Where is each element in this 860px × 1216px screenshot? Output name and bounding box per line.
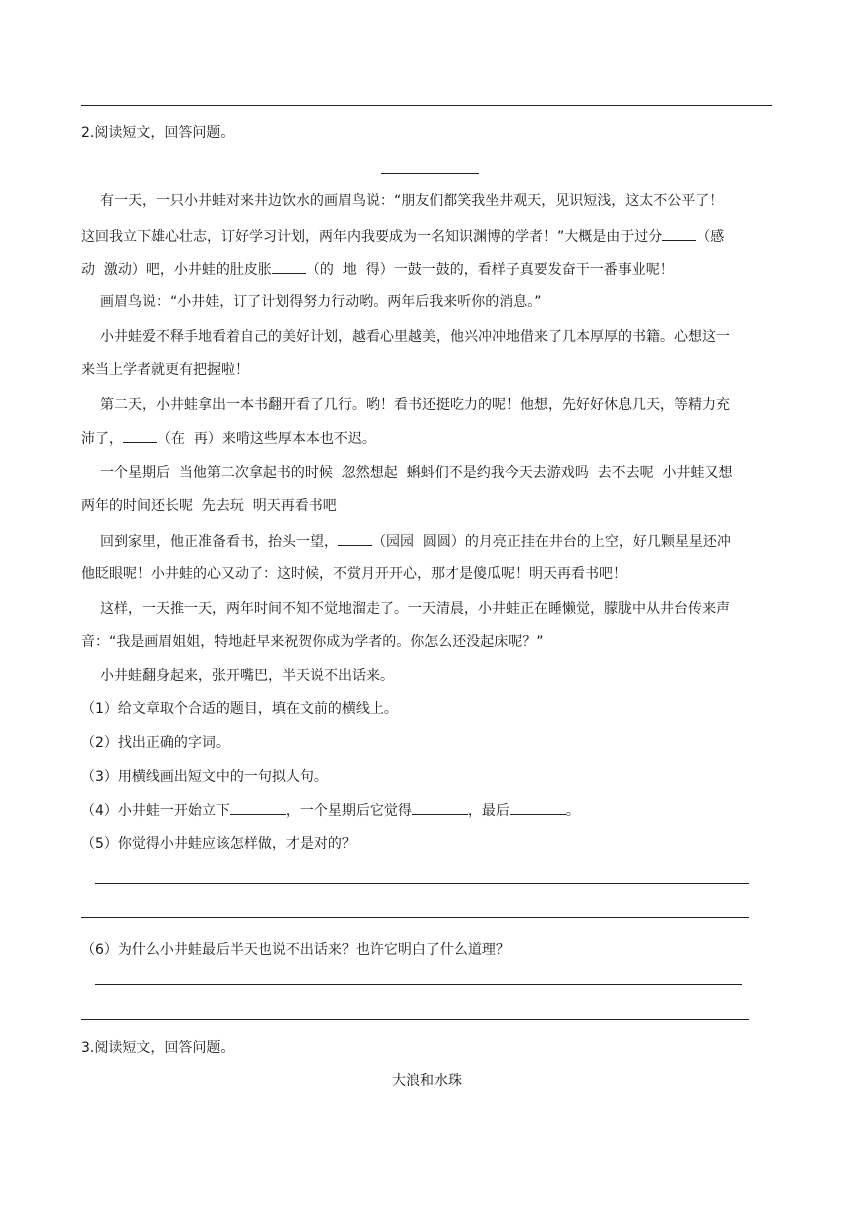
p6-line1-hint: （园园 圆圆）的月亮正挂在井台的上空，好几颗星星还冲 xyxy=(372,534,731,550)
answer-line-5b[interactable] xyxy=(81,917,749,918)
p6-line1-text: 回到家里，他正准备看书，抬头一望， xyxy=(100,534,338,550)
sub4-text-c: ，最后 xyxy=(467,803,510,819)
p7-line2: 音：“我是画眉姐姐，特地赶早来祝贺你成为学者的。你怎么还没起床呢？” xyxy=(81,634,544,650)
blank-de[interactable] xyxy=(272,259,306,274)
sub-question-2: （2）找出正确的字词。 xyxy=(81,735,230,751)
title-blank-line xyxy=(381,173,479,174)
p1-line2-text: 这回我立下雄心壮志，订好学习计划，两年内我要成为一名知识渊博的学者！”大概是由于过分 xyxy=(81,229,663,245)
answer-line-5a[interactable] xyxy=(95,883,749,884)
q3-title: 大浪和水珠 xyxy=(392,1073,462,1089)
p4-line1: 第二天，小井蛙拿出一本书翻开看了几行。哟！看书还挺吃力的呢！他想，先好好休息几天，等精力充 xyxy=(100,397,730,413)
q3-header: 3.阅读短文，回答问题。 xyxy=(81,1040,235,1056)
sub-question-4 xyxy=(81,800,580,821)
p8-line: 小井蛙翻身起来，张开嘴巴，半天说不出话来。 xyxy=(100,668,394,684)
p4-line2 xyxy=(81,428,376,449)
sub-question-3: （3）用横线画出短文中的一句拟人句。 xyxy=(81,769,328,785)
blank-sub4-1[interactable] xyxy=(230,800,286,815)
p6-line2: 他眨眼呢！小井蛙的心又动了：这时候，不赏月开开心，那才是傻瓜呢！明天再看书吧！ xyxy=(81,566,627,582)
p3-line2: 来当上学者就更有把握啦！ xyxy=(81,362,249,378)
blank-yuanyuan[interactable] xyxy=(338,531,372,546)
sub-question-5: （5）你觉得小井蛙应该怎样做，才是对的？ xyxy=(81,836,356,852)
p2-line: 画眉鸟说：“小井娃，订了计划得努力行动哟。两年后我来听你的消息。” xyxy=(100,294,542,310)
q2-header: 2.阅读短文，回答问题。 xyxy=(81,125,235,141)
blank-sub4-2[interactable] xyxy=(412,800,468,815)
answer-line-6a[interactable] xyxy=(95,984,742,985)
blank-ganjidong[interactable] xyxy=(662,226,696,241)
p1-line2-hint: （感 xyxy=(696,229,725,245)
sub4-text-b: ，一个星期后它觉得 xyxy=(285,803,412,819)
p1-line3-hint: （的 地 得）一鼓一鼓的，看样子真要发奋干一番事业呢！ xyxy=(305,262,674,278)
p3-line1: 小井蛙爱不释手地看着自己的美好计划，越看心里越美，他兴冲冲地借来了几本厚厚的书籍。心想这一 xyxy=(100,329,730,345)
sub4-text-d: 。 xyxy=(565,803,580,819)
sub4-text-a: （4）小井蛙一开始立下 xyxy=(81,803,230,819)
p5-line2: 两年的时间还长呢 先去玩 明天再看书吧 xyxy=(81,498,337,514)
p1-line3 xyxy=(81,259,674,280)
p1-line3-text: 动 激动）吧，小井蛙的肚皮胀 xyxy=(81,262,272,278)
p1-line1: 有一天，一只小井蛙对来井边饮水的画眉鸟说：“朋友们都笑我坐井观天，见识短浅，这太不公平了！ xyxy=(100,193,724,209)
p6-line1 xyxy=(100,531,731,552)
p1-line2 xyxy=(81,226,724,247)
sub-question-6: （6）为什么小井蛙最后半天也说不出话来？也许它明白了什么道理？ xyxy=(81,942,510,958)
p4-line2-hint: （在 再）来啃这些厚本本也不迟。 xyxy=(157,431,376,447)
p4-line2-text: 沛了， xyxy=(81,431,123,447)
answer-line-6b[interactable] xyxy=(81,1019,749,1020)
blank-sub4-3[interactable] xyxy=(510,800,566,815)
answer-line-top xyxy=(81,105,772,106)
p7-line1: 这样，一天推一天，两年时间不知不觉地溜走了。一天清晨，小井蛙正在睡懒觉，朦胧中从井台传来声 xyxy=(100,601,730,617)
blank-zai[interactable] xyxy=(123,428,157,443)
p5-line1: 一个星期后 当他第二次拿起书的时候 忽然想起 蝌蚪们不是约我今天去游戏吗 去不去呢 小井蛙又想 xyxy=(100,465,733,481)
sub-question-1: （1）给文章取个合适的题目，填在文前的横线上。 xyxy=(81,701,398,717)
